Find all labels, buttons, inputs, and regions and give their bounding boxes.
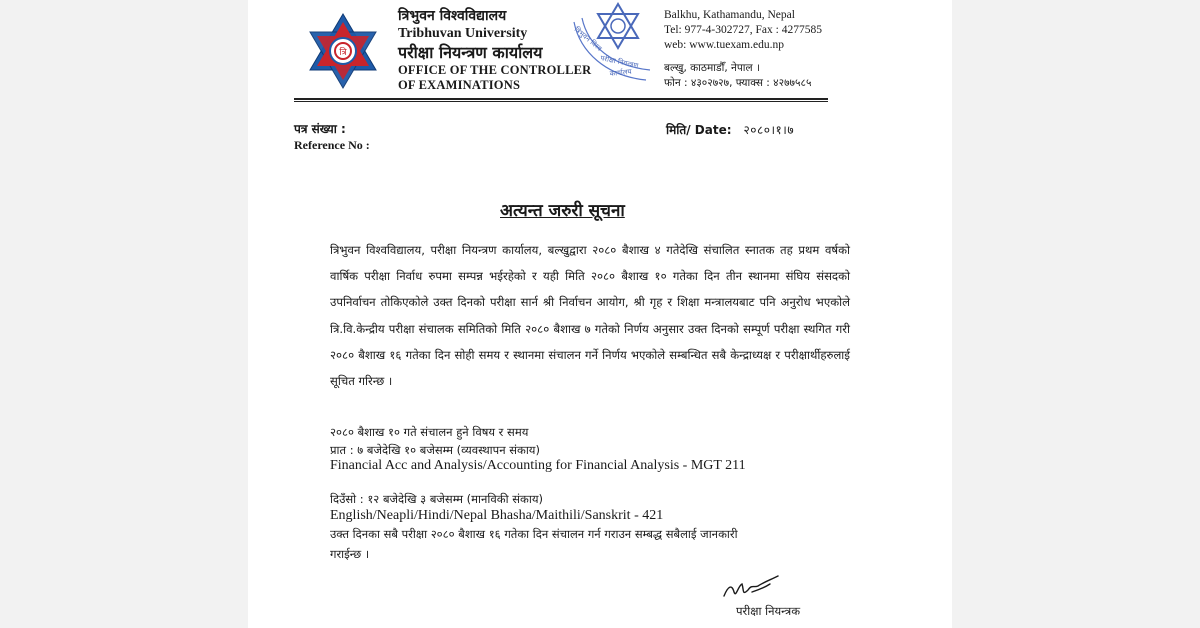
- svg-text:त्रि: त्रि: [339, 48, 347, 58]
- reference-block: [294, 121, 370, 153]
- tel-fax-english: Tel: 977-4-302727, Fax : 4277585: [664, 24, 822, 36]
- notice-document: [248, 0, 952, 628]
- header-text-block: [398, 8, 591, 93]
- morning-subject: Financial Acc and Analysis/Accounting for Financial Analysis - MGT 211: [330, 458, 746, 473]
- closing-line-1: उक्त दिनका सबै परीक्षा २०८० बैशाख १६ गतेका दिन संचालन गर्न गराउन सम्बद्ध सबैलाई जानकारी: [330, 527, 738, 541]
- left-margin-shade: [0, 0, 248, 628]
- header-rule: [294, 98, 828, 100]
- office-name-english-line1: OFFICE OF THE CONTROLLER: [398, 63, 592, 77]
- reference-label-nepali: पत्र संख्या :: [294, 122, 346, 136]
- contact-block: [664, 8, 822, 91]
- office-name-nepali: परीक्षा नियन्त्रण कार्यालय: [398, 43, 543, 62]
- svg-text:परीक्षा नियन्त्रण: परीक्षा नियन्त्रण: [599, 54, 640, 70]
- university-name-english: Tribhuvan University: [398, 26, 528, 41]
- closing-line-2: गराईन्छ ।: [330, 547, 370, 561]
- office-name-english-line2: OF EXAMINATIONS: [398, 78, 521, 92]
- signature-scribble: [718, 572, 798, 602]
- notice-body: त्रिभुवन विश्वविद्यालय, परीक्षा नियन्त्रण कार्यालय, बल्खुद्वारा २०८० बैशाख ४ गतेदेखि संचालित स्नातक तह प्रथम वर्षको वार्षिक परीक्षा निर्वाध रुपमा सम्पन्न भईरहेको र यही मिति २०८० बैशाख १० गतेका दिन तीन स्थानमा संघिय संसदको उपनिर्वाचन तोकिएकोले उक्त दिनको परीक्षा सार्न श्री निर्वाचन आयोग, श्री गृह र शिक्षा मन्त्रालयबाट पनि अनुरोध भएकोले त्रि.वि.केन्द्रीय परीक्षा संचालक समितिको मिति २०८० बैशाख ७ गतेको निर्णय अनुसार उक्त दिनको सम्पूर्ण परीक्षा स्थगित गरी २०८० बैशाख १६ गतेका दिन सोही समय र स्थानमा संचालन गर्ने निर्णय भएकोले सम्बन्धित सबै केन्द्राध्यक्ष र परीक्षार्थीहरुलाई सूचित गरिन्छ ।: [330, 243, 850, 389]
- schedule-heading: २०८० बैशाख १० गते संचालन हुने विषय र समय: [330, 425, 529, 439]
- right-margin-shade: [952, 0, 1200, 628]
- website: web: www.tuexam.edu.np: [664, 39, 784, 51]
- afternoon-subject: English/Neapli/Hindi/Nepal Bhasha/Maithili/Sanskrit - 421: [330, 508, 664, 523]
- svg-text:कार्यालय: कार्यालय: [609, 67, 632, 78]
- morning-session: प्रात : ७ बजेदेखि १० बजेसम्म (व्यवस्थापन संकाय): [330, 443, 540, 457]
- address-nepali: बल्खु, काठमाडौँ, नेपाल ।: [664, 62, 760, 74]
- afternoon-session: दिउँसो : १२ बजेदेखि ३ बजेसम्म (मानविकी संकाय): [330, 492, 543, 506]
- office-stamp: [566, 2, 658, 86]
- reference-label-english: Reference No :: [294, 138, 370, 152]
- header-rule-thin: [294, 101, 828, 102]
- notice-title: अत्यन्त जरुरी सूचना: [500, 201, 625, 221]
- university-name-nepali: त्रिभुवन विश्वविद्यालय: [398, 8, 507, 24]
- date-block: [666, 121, 794, 138]
- signature-label: परीक्षा नियन्त्रक: [736, 604, 801, 618]
- date-label: मिति/ Date:: [666, 123, 732, 137]
- date-value: २०८०।१।७: [743, 123, 795, 137]
- svg-text:त्रिभुवन विश्व: त्रिभुवन विश्व: [572, 25, 604, 53]
- address-english: Balkhu, Kathamandu, Nepal: [664, 9, 795, 21]
- tel-fax-nepali: फोन : ४३०२७२७, फ्याक्स : ४२७७५८५: [664, 77, 812, 89]
- university-logo: [308, 12, 378, 90]
